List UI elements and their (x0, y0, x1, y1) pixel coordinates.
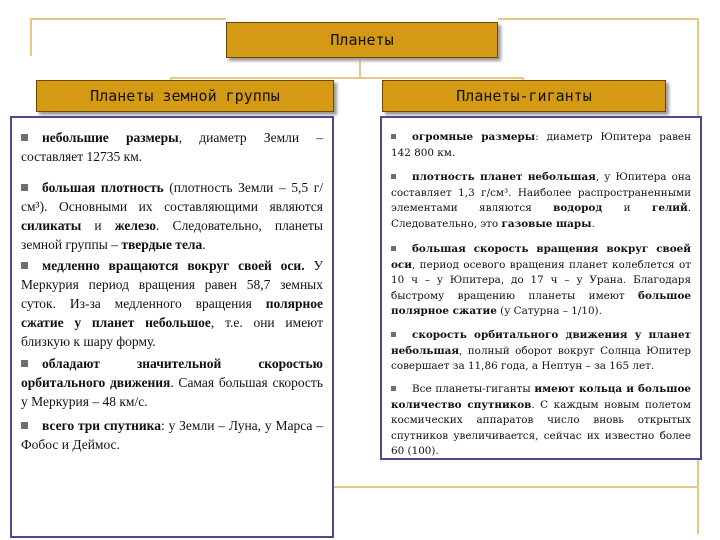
frame-top-right-line (498, 18, 698, 20)
bullet-icon (391, 174, 396, 179)
giants-title-box (382, 80, 666, 112)
giants-title: Планеты-гиганты (456, 87, 592, 105)
terrestrial-item-orbital-speed: обладают значительной скоростью орбитального движения. Самая большая скорость у Меркурия – 48 км/с. (21, 356, 323, 409)
connector-branch (170, 77, 524, 79)
terrestrial-title-box (36, 80, 334, 112)
bullet-icon (391, 246, 396, 251)
terrestrial-item-density: большая плотность (плотность Земли – 5,5 г/см³). Основными их составляющими являются силикаты и железо. Следовательно, планеты земной группы – твердые тела. (21, 180, 323, 252)
terrestrial-item-satellites: всего три спутника: у Земли – Луна, у Марса – Фобос и Деймос. (21, 418, 323, 452)
bullet-icon (21, 360, 28, 367)
terrestrial-item-size: небольшие размеры, диаметр Земли – составляет 12735 км. (21, 130, 323, 164)
giants-item-orbital-speed: скорость орбитального движения у планет небольшая, полный оборот вокруг Солнца Юпитер совершает за 11,86 года, а Нептун – за 165 лет. (391, 329, 691, 372)
bullet-icon (391, 386, 396, 391)
giants-item-rotation: большая скорость вращения вокруг своей оси, период осевого вращения планет колеблется от 10 ч – у Юпитера, до 17 ч – у Урана. Благодаря быстрому вращению планеты имеют большое полярное сжатие (у Сатурна – 1/10). (391, 243, 691, 317)
planets-title: Планеты (330, 31, 394, 49)
giants-item-density: плотность планет небольшая, у Юпитера она составляет 1,3 г/см³. Наиболее распространенными элементами являются водород и гелий. Следовательно, это газовые шары. (391, 171, 691, 230)
frame-left-line (30, 18, 32, 56)
bullet-icon (21, 262, 28, 269)
frame-top-left-line (30, 18, 226, 20)
bullet-icon (21, 422, 28, 429)
giants-item-size: огромные размеры: диаметр Юпитера равен 142 800 км. (391, 131, 692, 159)
terrestrial-title: Планеты земной группы (90, 87, 280, 105)
bullet-icon (21, 184, 28, 191)
giants-list (380, 116, 702, 460)
bullet-icon (391, 134, 396, 139)
terrestrial-item-rotation: медленно вращаются вокруг своей оси. У Меркурия период вращения равен 58,7 земных суток. Из-за медленного вращения полярное сжатие у планет небольшое, т.е. они имеют близкую к шару форму. (21, 258, 324, 349)
giants-item-rings-satellites: Все планеты-гиганты имеют кольца и большое количество спутников. С каждым новым полетом космических аппаратов число вновь открытых спутников увеличивается, сейчас их известно более 60 (100). (391, 383, 691, 457)
planets-title-box (226, 22, 498, 58)
frame-bottom-line (330, 486, 698, 488)
connector-stem (359, 58, 361, 78)
terrestrial-list (10, 116, 334, 538)
bullet-icon (21, 134, 28, 141)
bullet-icon (391, 332, 396, 337)
